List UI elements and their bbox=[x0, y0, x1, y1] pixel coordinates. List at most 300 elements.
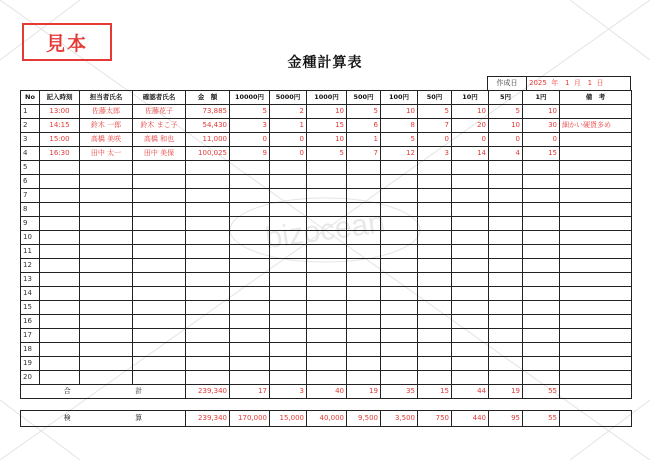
cell-checker: 高橋 和也 bbox=[133, 133, 186, 147]
cell-d50 bbox=[418, 357, 452, 371]
cell-d1000 bbox=[307, 217, 347, 231]
cell-amount bbox=[186, 175, 230, 189]
cell-note bbox=[560, 133, 632, 147]
cell-d1 bbox=[523, 343, 560, 357]
cell-staff bbox=[80, 357, 133, 371]
cell-staff bbox=[80, 189, 133, 203]
row-number: 14 bbox=[21, 287, 40, 301]
cell-d5: 4 bbox=[489, 147, 523, 161]
cell-d50 bbox=[418, 315, 452, 329]
cell-d100 bbox=[381, 231, 418, 245]
cell-checker: 佐藤花子 bbox=[133, 105, 186, 119]
row-number: 10 bbox=[21, 231, 40, 245]
date-label: 作成日 bbox=[488, 77, 527, 91]
cell-d1000: 10 bbox=[307, 105, 347, 119]
cell-d50 bbox=[418, 329, 452, 343]
cell-staff bbox=[80, 175, 133, 189]
cell-d5000 bbox=[270, 343, 307, 357]
cell-note bbox=[560, 329, 632, 343]
row-number: 2 bbox=[21, 119, 40, 133]
total-label-a: 合 bbox=[63, 387, 71, 395]
cell-d1000 bbox=[307, 371, 347, 385]
cell-d5 bbox=[489, 231, 523, 245]
cell-amount: 11,000 bbox=[186, 133, 230, 147]
cell-staff bbox=[80, 203, 133, 217]
cell-d50 bbox=[418, 161, 452, 175]
cell-d10000 bbox=[230, 175, 270, 189]
cell-d100 bbox=[381, 371, 418, 385]
cell-d10000 bbox=[230, 189, 270, 203]
cell-d1 bbox=[523, 259, 560, 273]
sample-stamp: 見本 bbox=[22, 23, 112, 61]
cell-d500 bbox=[347, 371, 381, 385]
cell-d1: 15 bbox=[523, 147, 560, 161]
cell-d500: 6 bbox=[347, 119, 381, 133]
verification-table bbox=[20, 410, 632, 427]
total-d500: 19 bbox=[347, 385, 381, 399]
row-number: 18 bbox=[21, 343, 40, 357]
cell-d500 bbox=[347, 217, 381, 231]
cell-d5000 bbox=[270, 245, 307, 259]
row-number: 9 bbox=[21, 217, 40, 231]
table-row bbox=[21, 161, 632, 175]
cell-checker bbox=[133, 161, 186, 175]
cell-d50: 7 bbox=[418, 119, 452, 133]
date-month: 1 bbox=[564, 79, 570, 87]
cell-d10 bbox=[452, 273, 489, 287]
column-header: 備 考 bbox=[560, 91, 632, 105]
cell-d100 bbox=[381, 175, 418, 189]
cell-d1000 bbox=[307, 343, 347, 357]
denomination-table bbox=[20, 90, 632, 399]
date-month-unit: 月 bbox=[573, 79, 581, 87]
cell-d10000: 5 bbox=[230, 105, 270, 119]
cell-note bbox=[560, 231, 632, 245]
total-d5: 19 bbox=[489, 385, 523, 399]
column-header: 1000円 bbox=[307, 91, 347, 105]
total-d5000: 3 bbox=[270, 385, 307, 399]
cell-time bbox=[40, 357, 80, 371]
cell-d1 bbox=[523, 245, 560, 259]
cell-d100 bbox=[381, 161, 418, 175]
cell-d50 bbox=[418, 203, 452, 217]
cell-d5: 5 bbox=[489, 105, 523, 119]
cell-d50: 0 bbox=[418, 133, 452, 147]
cell-d100 bbox=[381, 203, 418, 217]
cell-d10 bbox=[452, 189, 489, 203]
cell-d500 bbox=[347, 231, 381, 245]
cell-d500 bbox=[347, 189, 381, 203]
cell-d10000 bbox=[230, 273, 270, 287]
cell-d1000 bbox=[307, 301, 347, 315]
cell-time bbox=[40, 343, 80, 357]
check-d1000: 40,000 bbox=[307, 411, 347, 427]
cell-d10000 bbox=[230, 315, 270, 329]
cell-d50 bbox=[418, 189, 452, 203]
cell-d50: 3 bbox=[418, 147, 452, 161]
cell-d5 bbox=[489, 301, 523, 315]
column-header: 確認者氏名 bbox=[133, 91, 186, 105]
date-year-unit: 年 bbox=[551, 79, 559, 87]
check-d5: 95 bbox=[489, 411, 523, 427]
date-year: 2025 bbox=[529, 79, 547, 87]
cell-d10000 bbox=[230, 203, 270, 217]
cell-d10 bbox=[452, 301, 489, 315]
check-d50: 750 bbox=[418, 411, 452, 427]
cell-d5000: 2 bbox=[270, 105, 307, 119]
cell-time bbox=[40, 329, 80, 343]
cell-d10 bbox=[452, 245, 489, 259]
cell-d1000 bbox=[307, 357, 347, 371]
cell-d1 bbox=[523, 329, 560, 343]
cell-time bbox=[40, 259, 80, 273]
cell-d5000 bbox=[270, 203, 307, 217]
cell-amount bbox=[186, 287, 230, 301]
table-header-row bbox=[21, 91, 632, 105]
cell-d500 bbox=[347, 203, 381, 217]
cell-staff bbox=[80, 343, 133, 357]
cell-d5 bbox=[489, 203, 523, 217]
total-d10000: 17 bbox=[230, 385, 270, 399]
cell-d5 bbox=[489, 189, 523, 203]
cell-d500 bbox=[347, 175, 381, 189]
cell-note bbox=[560, 161, 632, 175]
cell-amount bbox=[186, 371, 230, 385]
cell-d1 bbox=[523, 217, 560, 231]
cell-d10000: 0 bbox=[230, 133, 270, 147]
cell-d50 bbox=[418, 217, 452, 231]
cell-d10 bbox=[452, 371, 489, 385]
total-d100: 35 bbox=[381, 385, 418, 399]
cell-time bbox=[40, 315, 80, 329]
row-number: 12 bbox=[21, 259, 40, 273]
cell-checker bbox=[133, 217, 186, 231]
cell-d100: 5 bbox=[381, 133, 418, 147]
cell-d1 bbox=[523, 161, 560, 175]
row-number: 1 bbox=[21, 105, 40, 119]
cell-d50 bbox=[418, 259, 452, 273]
row-number: 13 bbox=[21, 273, 40, 287]
cell-d1 bbox=[523, 231, 560, 245]
cell-d100 bbox=[381, 245, 418, 259]
cell-d100 bbox=[381, 217, 418, 231]
cell-d50: 5 bbox=[418, 105, 452, 119]
table-row bbox=[21, 189, 632, 203]
cell-staff bbox=[80, 161, 133, 175]
cell-amount bbox=[186, 273, 230, 287]
cell-amount bbox=[186, 329, 230, 343]
cell-d50 bbox=[418, 287, 452, 301]
cell-d100 bbox=[381, 343, 418, 357]
cell-d5000 bbox=[270, 259, 307, 273]
cell-d10 bbox=[452, 315, 489, 329]
table-row bbox=[21, 147, 632, 161]
check-d1: 55 bbox=[523, 411, 560, 427]
cell-staff: 鈴木 一郎 bbox=[80, 119, 133, 133]
cell-d1000 bbox=[307, 203, 347, 217]
cell-d10000 bbox=[230, 329, 270, 343]
cell-note bbox=[560, 175, 632, 189]
total-note bbox=[560, 385, 632, 399]
cell-d100: 12 bbox=[381, 147, 418, 161]
cell-d5000 bbox=[270, 189, 307, 203]
table-row bbox=[21, 329, 632, 343]
row-number: 5 bbox=[21, 161, 40, 175]
cell-d100: 8 bbox=[381, 119, 418, 133]
cell-note bbox=[560, 189, 632, 203]
total-row bbox=[21, 385, 632, 399]
cell-amount bbox=[186, 189, 230, 203]
cell-d5000 bbox=[270, 315, 307, 329]
check-label-b: 算 bbox=[135, 414, 143, 422]
cell-d10000 bbox=[230, 287, 270, 301]
cell-d1000 bbox=[307, 259, 347, 273]
date-day-unit: 日 bbox=[596, 79, 604, 87]
cell-d50 bbox=[418, 175, 452, 189]
cell-checker bbox=[133, 231, 186, 245]
date-day: 1 bbox=[587, 79, 593, 87]
column-header: No bbox=[21, 91, 40, 105]
check-d10: 440 bbox=[452, 411, 489, 427]
cell-d1000: 15 bbox=[307, 119, 347, 133]
row-number: 4 bbox=[21, 147, 40, 161]
table-row bbox=[21, 287, 632, 301]
cell-d5 bbox=[489, 175, 523, 189]
cell-time bbox=[40, 287, 80, 301]
cell-note bbox=[560, 315, 632, 329]
cell-d100 bbox=[381, 357, 418, 371]
row-number: 8 bbox=[21, 203, 40, 217]
cell-time bbox=[40, 175, 80, 189]
cell-checker bbox=[133, 329, 186, 343]
cell-time bbox=[40, 273, 80, 287]
cell-time bbox=[40, 371, 80, 385]
cell-amount bbox=[186, 301, 230, 315]
column-header: 10000円 bbox=[230, 91, 270, 105]
cell-d500: 5 bbox=[347, 105, 381, 119]
cell-d10 bbox=[452, 287, 489, 301]
cell-time: 14:15 bbox=[40, 119, 80, 133]
cell-d5000 bbox=[270, 329, 307, 343]
cell-checker bbox=[133, 203, 186, 217]
cell-staff bbox=[80, 259, 133, 273]
cell-d1 bbox=[523, 357, 560, 371]
cell-d500 bbox=[347, 259, 381, 273]
cell-note bbox=[560, 259, 632, 273]
cell-amount bbox=[186, 161, 230, 175]
cell-d1 bbox=[523, 315, 560, 329]
cell-d10000 bbox=[230, 259, 270, 273]
cell-d10 bbox=[452, 231, 489, 245]
check-label-a: 検 bbox=[63, 414, 71, 422]
row-number: 20 bbox=[21, 371, 40, 385]
cell-d1: 30 bbox=[523, 119, 560, 133]
column-header: 金 額 bbox=[186, 91, 230, 105]
cell-d1000 bbox=[307, 161, 347, 175]
row-number: 15 bbox=[21, 301, 40, 315]
cell-note bbox=[560, 217, 632, 231]
row-number: 6 bbox=[21, 175, 40, 189]
total-label-b: 計 bbox=[135, 387, 143, 395]
cell-time: 15:00 bbox=[40, 133, 80, 147]
cell-staff bbox=[80, 329, 133, 343]
cell-note: 細かい硬貨多め bbox=[560, 119, 632, 133]
cell-note bbox=[560, 357, 632, 371]
cell-d5000 bbox=[270, 231, 307, 245]
cell-d500 bbox=[347, 287, 381, 301]
cell-d1000 bbox=[307, 189, 347, 203]
cell-d10 bbox=[452, 329, 489, 343]
page-title: 金種計算表 bbox=[287, 55, 363, 71]
cell-d100 bbox=[381, 259, 418, 273]
verification-row bbox=[21, 411, 632, 427]
cell-amount bbox=[186, 315, 230, 329]
cell-d5000 bbox=[270, 371, 307, 385]
cell-d10 bbox=[452, 175, 489, 189]
table-row bbox=[21, 231, 632, 245]
cell-checker bbox=[133, 189, 186, 203]
cell-d1000 bbox=[307, 231, 347, 245]
cell-amount bbox=[186, 217, 230, 231]
row-number: 19 bbox=[21, 357, 40, 371]
table-row bbox=[21, 119, 632, 133]
check-amount: 239,340 bbox=[186, 411, 230, 427]
cell-d1 bbox=[523, 203, 560, 217]
cell-d10000 bbox=[230, 231, 270, 245]
cell-d5 bbox=[489, 161, 523, 175]
cell-note bbox=[560, 245, 632, 259]
cell-d5 bbox=[489, 329, 523, 343]
cell-d500 bbox=[347, 329, 381, 343]
cell-d10: 14 bbox=[452, 147, 489, 161]
cell-d500 bbox=[347, 161, 381, 175]
cell-d5: 0 bbox=[489, 133, 523, 147]
cell-d5 bbox=[489, 287, 523, 301]
cell-d1 bbox=[523, 273, 560, 287]
column-header: 担当者氏名 bbox=[80, 91, 133, 105]
date-box bbox=[487, 76, 631, 91]
table-row bbox=[21, 217, 632, 231]
cell-d5000: 0 bbox=[270, 133, 307, 147]
table-row bbox=[21, 175, 632, 189]
cell-d5000 bbox=[270, 175, 307, 189]
cell-d100: 10 bbox=[381, 105, 418, 119]
cell-time bbox=[40, 231, 80, 245]
cell-note bbox=[560, 301, 632, 315]
cell-amount bbox=[186, 245, 230, 259]
cell-d100 bbox=[381, 329, 418, 343]
cell-d50 bbox=[418, 273, 452, 287]
total-amount: 239,340 bbox=[186, 385, 230, 399]
check-d100: 3,500 bbox=[381, 411, 418, 427]
table-row bbox=[21, 343, 632, 357]
cell-d1 bbox=[523, 287, 560, 301]
cell-d1 bbox=[523, 371, 560, 385]
cell-d100 bbox=[381, 273, 418, 287]
cell-time bbox=[40, 203, 80, 217]
table-row bbox=[21, 357, 632, 371]
check-d5000: 15,000 bbox=[270, 411, 307, 427]
cell-note bbox=[560, 203, 632, 217]
table-row bbox=[21, 301, 632, 315]
cell-checker: 鈴木 まこ子 bbox=[133, 119, 186, 133]
cell-time bbox=[40, 217, 80, 231]
cell-amount bbox=[186, 203, 230, 217]
cell-d10000 bbox=[230, 357, 270, 371]
total-d50: 15 bbox=[418, 385, 452, 399]
cell-d5000 bbox=[270, 273, 307, 287]
check-note bbox=[560, 411, 632, 427]
cell-d5 bbox=[489, 371, 523, 385]
cell-d10: 0 bbox=[452, 133, 489, 147]
column-header: 10円 bbox=[452, 91, 489, 105]
cell-staff bbox=[80, 217, 133, 231]
cell-d10 bbox=[452, 203, 489, 217]
cell-note bbox=[560, 147, 632, 161]
table-row bbox=[21, 133, 632, 147]
cell-staff bbox=[80, 273, 133, 287]
cell-time bbox=[40, 245, 80, 259]
cell-checker bbox=[133, 315, 186, 329]
cell-d5000 bbox=[270, 357, 307, 371]
cell-checker bbox=[133, 343, 186, 357]
cell-checker bbox=[133, 175, 186, 189]
cell-amount bbox=[186, 259, 230, 273]
cell-d1000 bbox=[307, 329, 347, 343]
cell-d5000 bbox=[270, 301, 307, 315]
cell-d1000 bbox=[307, 273, 347, 287]
row-number: 11 bbox=[21, 245, 40, 259]
cell-d10000 bbox=[230, 371, 270, 385]
cell-d5 bbox=[489, 343, 523, 357]
cell-amount: 54,430 bbox=[186, 119, 230, 133]
cell-d1000 bbox=[307, 287, 347, 301]
check-d500: 9,500 bbox=[347, 411, 381, 427]
cell-amount bbox=[186, 343, 230, 357]
row-number: 3 bbox=[21, 133, 40, 147]
cell-d50 bbox=[418, 231, 452, 245]
cell-d50 bbox=[418, 343, 452, 357]
cell-d1000: 10 bbox=[307, 133, 347, 147]
cell-d100 bbox=[381, 301, 418, 315]
row-number: 17 bbox=[21, 329, 40, 343]
cell-d5000 bbox=[270, 287, 307, 301]
cell-d10 bbox=[452, 217, 489, 231]
watermark-text: bizocean bbox=[263, 205, 387, 256]
cell-amount: 100,025 bbox=[186, 147, 230, 161]
cell-d5 bbox=[489, 245, 523, 259]
cell-d5000 bbox=[270, 217, 307, 231]
cell-staff: 高橋 美咲 bbox=[80, 133, 133, 147]
cell-d1000: 5 bbox=[307, 147, 347, 161]
cell-d500 bbox=[347, 357, 381, 371]
cell-d10: 20 bbox=[452, 119, 489, 133]
cell-d500 bbox=[347, 245, 381, 259]
cell-checker bbox=[133, 371, 186, 385]
check-d10000: 170,000 bbox=[230, 411, 270, 427]
cell-note bbox=[560, 343, 632, 357]
cell-d10000 bbox=[230, 343, 270, 357]
cell-checker bbox=[133, 301, 186, 315]
cell-checker: 田中 美保 bbox=[133, 147, 186, 161]
column-header: 記入時刻 bbox=[40, 91, 80, 105]
cell-d500 bbox=[347, 343, 381, 357]
cell-d5000: 0 bbox=[270, 147, 307, 161]
cell-d100 bbox=[381, 287, 418, 301]
table-row bbox=[21, 273, 632, 287]
cell-staff bbox=[80, 371, 133, 385]
row-number: 16 bbox=[21, 315, 40, 329]
